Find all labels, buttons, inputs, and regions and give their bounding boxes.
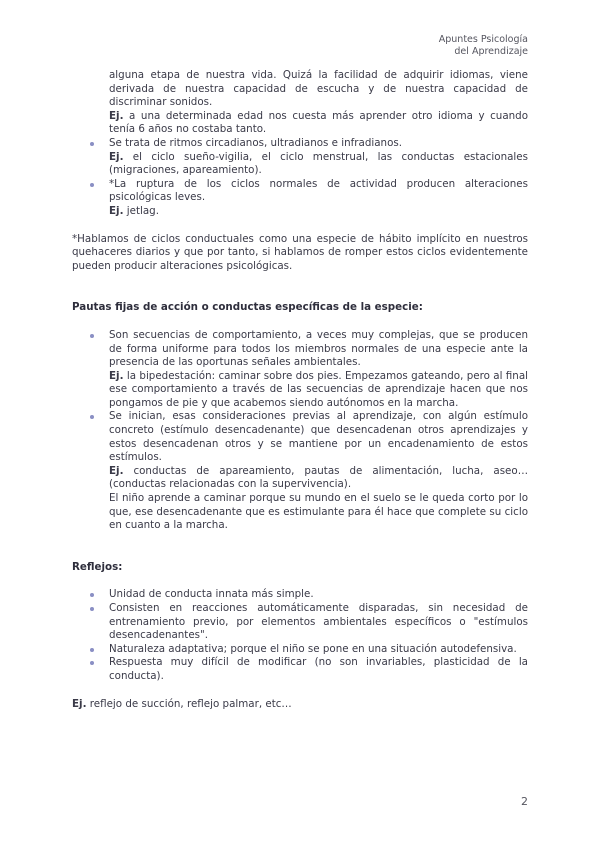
- example-label: Ej.: [109, 109, 124, 122]
- footnote: *Hablamos de ciclos conductuales como una especie de hábito implícito en nuestros quehaceres diarios y que por tanto, si hablamos de romper estos ciclos evidentemente pueden producir alteraciones psicológicas.: [72, 232, 528, 272]
- bullet-icon: [90, 593, 94, 597]
- example-label: Ej.: [109, 150, 124, 163]
- bullet-icon: [90, 661, 94, 665]
- continuation-block: [109, 69, 528, 137]
- example-text: reflejo de succión, reflejo palmar, etc…: [86, 697, 292, 710]
- list-item-example: [109, 205, 528, 219]
- list-item: [72, 137, 528, 178]
- example-text: conductas de apareamiento, pautas de alimentación, lucha, aseo…(conductas relacionadas con la supervivencia).: [109, 464, 528, 491]
- list-item-text: Consisten en reacciones automáticamente disparadas, sin necesidad de entrenamiento previo, por elementos ambientales específicos o "estímulos desencadenantes".: [109, 602, 528, 642]
- list-item-example: [109, 151, 528, 178]
- example-label: Ej.: [109, 464, 124, 477]
- reflejos-list: [72, 588, 528, 683]
- continuation-example: [109, 110, 528, 137]
- bullet-icon: [90, 183, 94, 187]
- bullet-icon: [90, 415, 94, 419]
- header-title-line1: Apuntes Psicología: [438, 34, 528, 45]
- example-text: a una determinada edad nos cuesta más aprender otro idioma y cuando tenía 6 años no costaba tanto.: [109, 109, 528, 136]
- example-text: jetlag.: [123, 204, 159, 217]
- list-item: [72, 643, 528, 657]
- list-item: [72, 410, 528, 532]
- list-item-text: Son secuencias de comportamiento, a veces muy complejas, que se producen de forma uniforme para todos los miembros normales de una especie ante la presencia de las oportunas señales ambientales.: [109, 328, 528, 369]
- list-item-text: Respuesta muy difícil de modificar (no son invariables, plasticidad de la conducta).: [109, 656, 528, 682]
- bullet-icon: [90, 334, 94, 338]
- list-item: [72, 178, 528, 219]
- bullet-icon: [90, 142, 94, 146]
- list-item-text: Se inician, esas consideraciones previas al aprendizaje, con algún estímulo concreto (estímulo desencadenante) que desencadenan otros aprendizajes y estos desencadenan otros y se mantiene por un encadenamiento de estos estímulos.: [109, 410, 528, 464]
- list-item-example: [109, 465, 528, 492]
- pautas-list: [72, 329, 528, 533]
- bullet-icon: [90, 648, 94, 652]
- list-item-example: [109, 370, 528, 411]
- document-body: [72, 69, 528, 711]
- example-label: Ej.: [109, 369, 124, 382]
- rhythms-list: [72, 137, 528, 219]
- section-title-reflejos: Reflejos:: [72, 560, 123, 573]
- bullet-icon: [90, 607, 94, 611]
- example-text: la bipedestación: caminar sobre dos pies. Empezamos gateando, pero al final ese comportamiento a través de las secuencias de aprendizaje hacen que nos pongamos de pie y que acabemos siendo autónomos en la marcha.: [109, 369, 528, 409]
- example-label: Ej.: [109, 204, 124, 217]
- continuation-text: alguna etapa de nuestra vida. Quizá la facilidad de adquirir idiomas, viene derivada de nuestra capacidad de escucha y de nuestra capacidad de discriminar sonidos.: [109, 69, 528, 109]
- list-item-text: Se trata de ritmos circadianos, ultradianos e infradianos.: [109, 136, 403, 149]
- example-label: Ej.: [72, 697, 87, 710]
- list-item-text: Naturaleza adaptativa; porque el niño se pone en una situación autodefensiva.: [109, 642, 517, 655]
- list-item: [72, 329, 528, 411]
- list-item: [72, 588, 528, 602]
- list-item-text: Unidad de conducta innata más simple.: [109, 588, 314, 601]
- page-number: 2: [521, 795, 528, 808]
- reflejos-example: [72, 698, 528, 712]
- header-title-line2: del Aprendizaje: [454, 46, 528, 57]
- list-item-extra: El niño aprende a caminar porque su mundo en el suelo se le queda corto por lo que, ese desencadenante que es estimulante para él hace que complete su ciclo en cuanto a la marcha.: [109, 492, 528, 532]
- section-title-pautas: Pautas fijas de acción o conductas específicas de la especie:: [72, 301, 423, 314]
- page-header: [439, 34, 528, 58]
- example-text: el ciclo sueño-vigilia, el ciclo menstrual, las conductas estacionales (migraciones, apareamiento).: [109, 150, 528, 177]
- list-item: [72, 656, 528, 683]
- list-item-text: *La ruptura de los ciclos normales de actividad producen alteraciones psicológicas leves.: [109, 177, 528, 204]
- list-item: [72, 602, 528, 643]
